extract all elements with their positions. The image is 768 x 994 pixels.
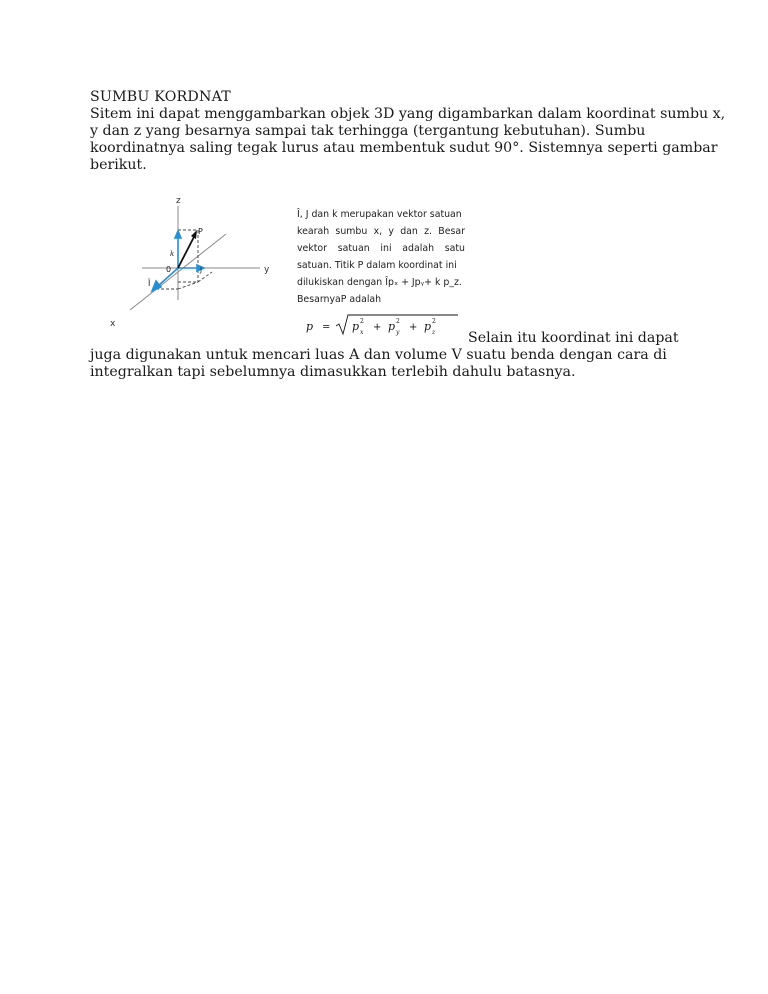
paragraph-line: Sitem ini dapat menggambarkan objek 3D yang digambarkan dalam koordinat sumbu x,: [90, 106, 726, 122]
caption-line: vektor satuan ini adalah satu: [297, 243, 465, 254]
formula-sub-y: y: [396, 329, 400, 336]
formula-plus-1: +: [373, 322, 382, 333]
x-axis-label: x: [110, 319, 116, 329]
paragraph-conclusion: [90, 330, 690, 381]
formula-power-z: 2: [432, 318, 436, 325]
formula-term-z: p: [424, 320, 432, 333]
caption-line: satuan. Titik P dalam koordinat ini: [297, 260, 457, 271]
paragraph-intro: [90, 106, 726, 174]
caption-line: Î, J dan k merupakan vektor satuan: [297, 209, 462, 220]
unit-j-label: J: [200, 266, 203, 274]
formula-power-x: 2: [360, 318, 364, 325]
formula-sub-z: z: [432, 329, 436, 336]
formula-term-x: p: [352, 320, 360, 333]
formula-power-y: 2: [396, 318, 400, 325]
origin-label: 0: [166, 265, 172, 274]
paragraph-line: Selain itu koordinat ini dapat: [468, 330, 679, 346]
formula-sub-x: x: [360, 329, 364, 336]
paragraph-line: berikut.: [90, 157, 147, 173]
caption-line: kearah sumbu x, y dan z. Besar: [297, 226, 465, 237]
paragraph-line: y dan z yang besarnya sampai tak terhingga (tergantung kebutuhan). Sumbu: [90, 123, 646, 139]
y-axis-label: y: [264, 265, 270, 275]
formula-equals: =: [322, 322, 331, 333]
unit-i-label: Î: [148, 279, 151, 288]
point-p-label: P: [198, 227, 203, 236]
paragraph-line: koordinatnya saling tegak lurus atau membentuk sudut 90°. Sistemnya seperti gambar: [90, 140, 718, 156]
paragraph-line: juga digunakan untuk mencari luas A dan volume V suatu benda dengan cara di: [90, 347, 667, 363]
document-heading: SUMBU KORDNAT: [90, 89, 231, 105]
position-vector-arrowhead: [191, 230, 197, 239]
paragraph-line: integralkan tapi sebelumnya dimasukkan terlebih dahulu batasnya.: [90, 364, 576, 380]
caption-line: dilukiskan dengan Îpₓ + Jpᵧ+ k p_z.: [297, 277, 462, 288]
formula-plus-2: +: [409, 322, 418, 333]
caption-line: BesarnyaP adalah: [297, 294, 382, 305]
z-axis-label: z: [176, 196, 181, 206]
formula-term-y: p: [388, 320, 396, 333]
figure-caption: [297, 206, 465, 308]
coordinate-axes-diagram: [100, 192, 290, 332]
unit-k-label: k: [170, 250, 175, 258]
formula-lhs: p: [306, 320, 314, 333]
